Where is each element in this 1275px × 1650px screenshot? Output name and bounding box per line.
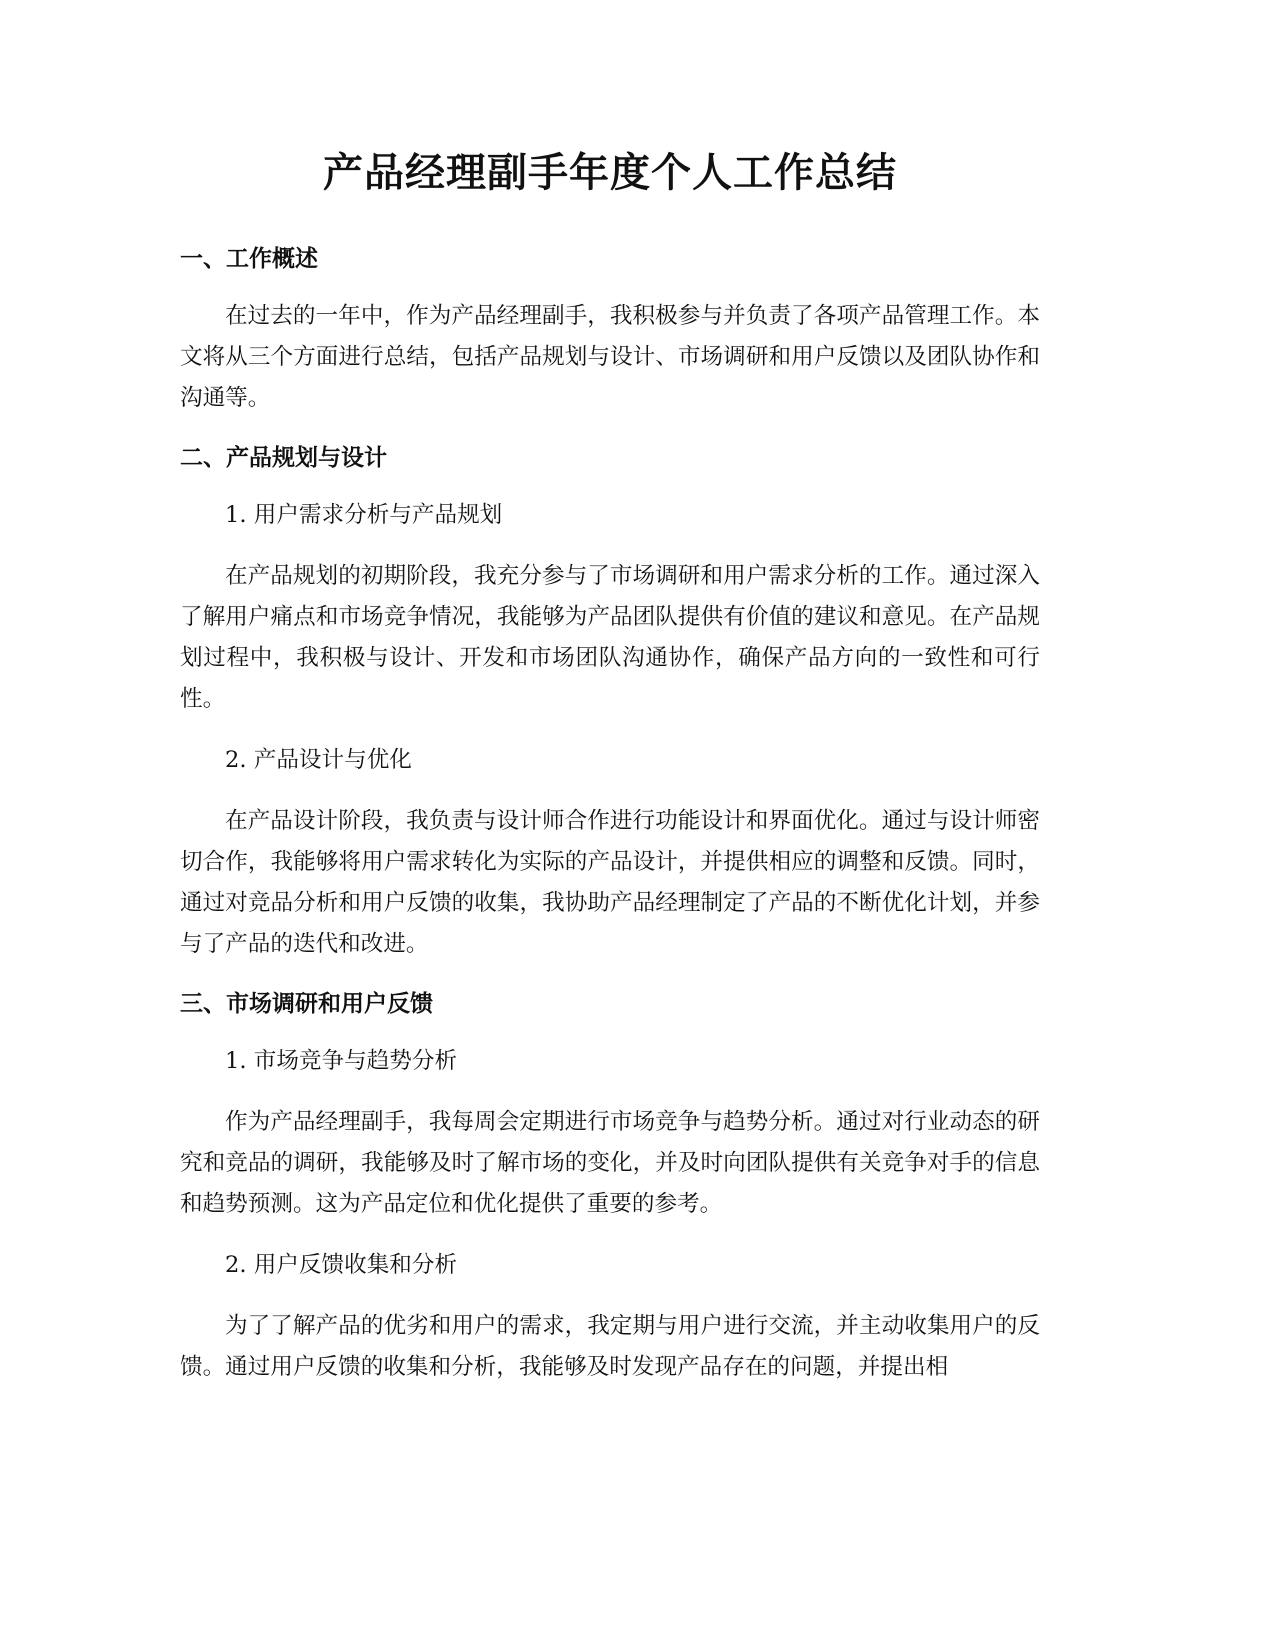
paragraph-product-design: 在产品设计阶段，我负责与设计师合作进行功能设计和界面优化。通过与设计师密切合作，我能够将用户需求转化为实际的产品设计，并提供相应的调整和反馈。同时，通过对竞品分析和用户反馈的收集，我协助产品经理制定了产品的不断优化计划，并参与了产品的迭代和改进。 xyxy=(180,808,1040,957)
paragraph-user-needs: 在产品规划的初期阶段，我充分参与了市场调研和用户需求分析的工作。通过深入了解用户痛点和市场竞争情况，我能够为产品团队提供有价值的建议和意见。在产品规划过程中，我积极与设计、开发和市场团队沟通协作，确保产品方向的一致性和可行性。 xyxy=(180,563,1040,712)
paragraph-user-feedback: 为了了解产品的优劣和用户的需求，我定期与用户进行交流，并主动收集用户的反馈。通过用户反馈的收集和分析，我能够及时发现产品存在的问题，并提出相 xyxy=(180,1313,1040,1380)
paragraph-overview: 在过去的一年中，作为产品经理副手，我积极参与并负责了各项产品管理工作。本文将从三个方面进行总结，包括产品规划与设计、市场调研和用户反馈以及团队协作和沟通等。 xyxy=(180,303,1040,411)
subheading-user-needs: 1. 用户需求分析与产品规划 xyxy=(225,502,503,528)
document-body xyxy=(180,143,1040,1408)
section-heading-market-research: 三、市场调研和用户反馈 xyxy=(180,991,433,1017)
subheading-product-design: 2. 产品设计与优化 xyxy=(225,747,412,773)
section-heading-overview: 一、工作概述 xyxy=(180,246,318,272)
section-heading-product-planning: 二、产品规划与设计 xyxy=(180,445,387,471)
subheading-market-trends: 1. 市场竞争与趋势分析 xyxy=(225,1048,458,1074)
paragraph-market-trends: 作为产品经理副手，我每周会定期进行市场竞争与趋势分析。通过对行业动态的研究和竞品的调研，我能够及时了解市场的变化，并及时向团队提供有关竞争对手的信息和趋势预测。这为产品定位和优化提供了重要的参考。 xyxy=(180,1109,1040,1217)
subheading-user-feedback: 2. 用户反馈收集和分析 xyxy=(225,1252,458,1278)
document-title: 产品经理副手年度个人工作总结 xyxy=(323,150,897,196)
